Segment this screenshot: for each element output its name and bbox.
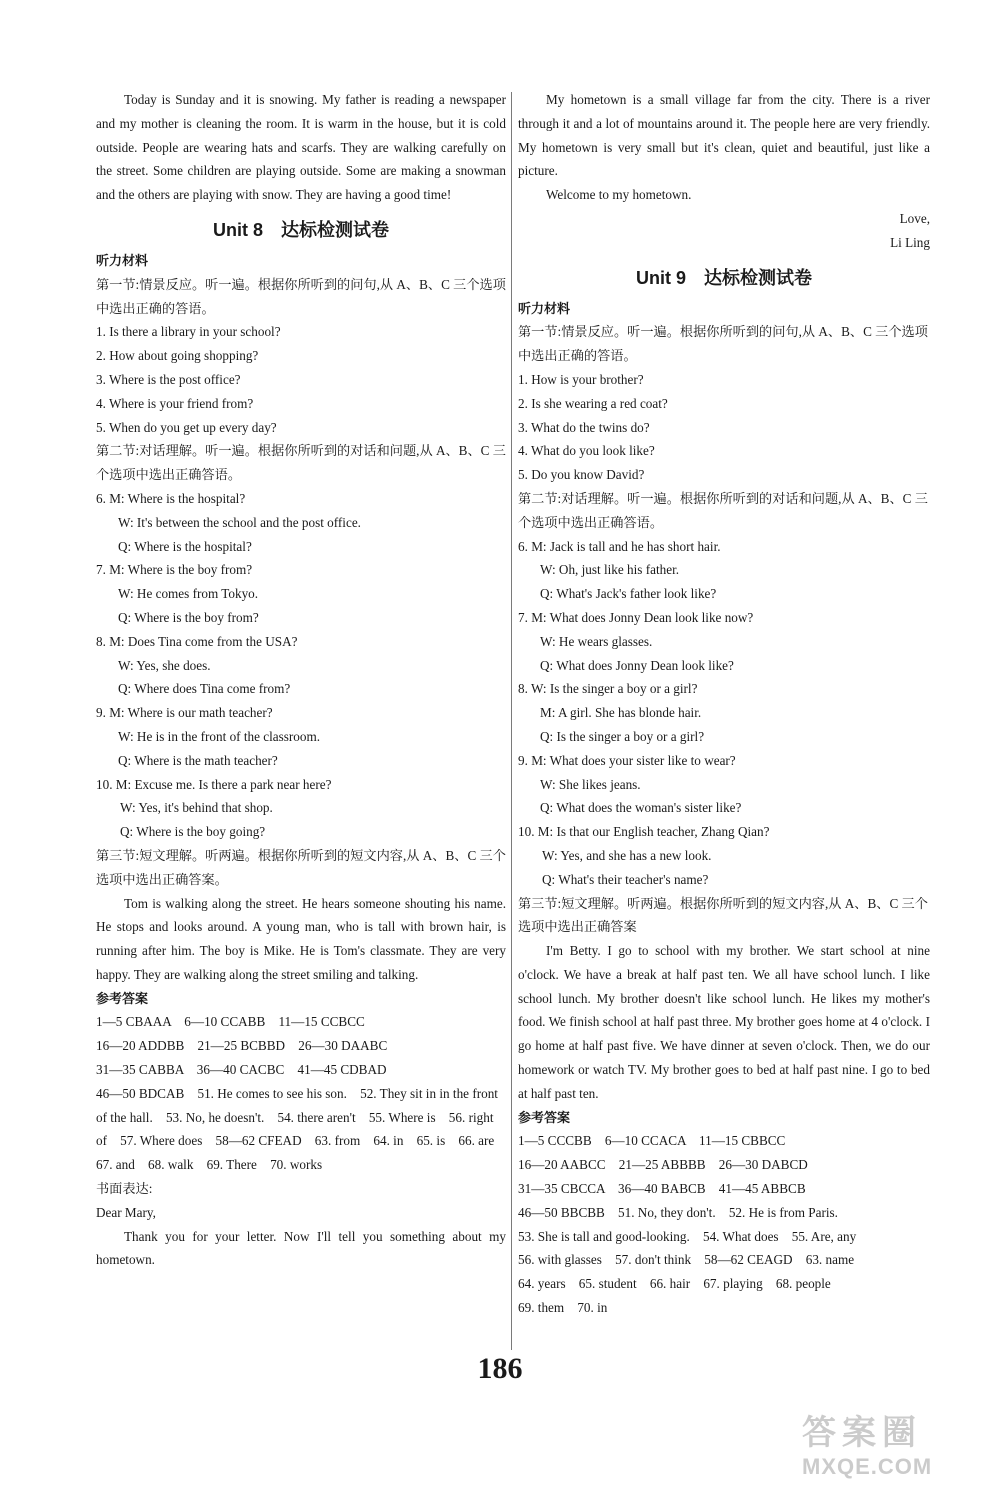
dialog-9-q: Q: Where is the math teacher? (118, 752, 278, 768)
answers-line-3: 31—35 CABBA 36—40 CACBC 41—45 CDBAD (96, 1062, 387, 1078)
dialog-8-m: 8. M: Does Tina come from the USA? (96, 633, 298, 649)
question-5: 5. When do you get up every day? (96, 419, 277, 435)
dialog-8-m: M: A girl. She has blonde hair. (540, 705, 702, 721)
question-5: 5. Do you know David? (518, 467, 645, 483)
question-2: 2. Is she wearing a red coat? (518, 395, 668, 411)
answers-line-2: 16—20 AABCC 21—25 ABBBB 26—30 DABCD (518, 1157, 808, 1173)
question-4: 4. Where is your friend from? (96, 395, 254, 411)
page-number: 186 (477, 1352, 523, 1385)
right-column (518, 88, 930, 1320)
dialog-6-m: 6. M: Jack is tall and he has short hair. (518, 538, 721, 554)
dialog-10-m: 10. M: Excuse me. Is there a park near here? (96, 776, 332, 792)
dialog-9-w: W: He is in the front of the classroom. (118, 728, 321, 744)
section1-instruction: 第一节:情景反应。听一遍。根据你所听到的问句,从 A、B、C 三个选项中选出正确的答语。 (96, 276, 506, 316)
answers-line-5: 53. She is tall and good-looking. 54. What does 55. Are, any (518, 1228, 857, 1244)
watermark-bottom: MXQE.COM (802, 1454, 933, 1479)
listening-passage: Tom is walking along the street. He hears someone shouting his name. He stops and looks around. A young man, who is tall with brown hair, is running after him. The boy is Mike. He is Tom's classmate. They are very happy. They are walking along the street smiling and talking. (96, 895, 506, 982)
dialog-10-m: 10. M: Is that our English teacher, Zhang Qian? (518, 824, 770, 840)
dialog-9-q: Q: What does the woman's sister like? (540, 800, 742, 816)
dialog-6-w: W: It's between the school and the post office. (118, 514, 361, 530)
answers-line-3: 31—35 CBCCA 36—40 BABCB 41—45 ABBCB (518, 1181, 806, 1197)
writing-heading: 书面表达: (96, 1181, 153, 1197)
question-3: 3. Where is the post office? (96, 371, 241, 387)
dialog-10-w: W: Yes, it's behind that shop. (120, 800, 273, 816)
unit9-title: Unit 9 达标检测试卷 (635, 267, 812, 288)
dialog-7-m: 7. M: Where is the boy from? (96, 562, 253, 578)
answers-line-4: 46—50 BBCBB 51. No, they don't. 52. He is from Paris. (518, 1204, 838, 1220)
answers-line-1: 1—5 CBAAA 6—10 CCABB 11—15 CCBCC (96, 1014, 365, 1030)
dialog-9-w: W: She likes jeans. (540, 776, 641, 792)
listening-passage: I'm Betty. I go to school with my brother. We start school at nine o'clock. We have a break at half past ten. We all have school lunch. I like school lunch. My brother doesn't like school lunch. He likes my mother's food. We finish school at half past three. My brother goes home at 4 o'clock. I go home at half past five. We have dinner at seven o'clock. Then, we do our homework or watch TV. My brother goes to bed at half past nine. I go to bed at half past ten. (518, 943, 930, 1101)
question-3: 3. What do the twins do? (518, 419, 650, 435)
letter-continued: My hometown is a small village far from the city. There is a river through it and a lot of mountains around it. The people here are very friendly. My hometown is very small but it's clean, quiet and beautiful, just like a picture. (518, 92, 930, 179)
section2-instruction: 第二节:对话理解。听一遍。根据你所听到的对话和问题,从 A、B、C 三个选项中选出正确答语。 (96, 443, 506, 483)
dialog-9-m: 9. M: What does your sister like to wear? (518, 752, 736, 768)
answers-block: 46—50 BDCAB 51. He comes to see his son. 52. They sit in in the front of the hall. 53. No, he doesn't. 54. there aren't 55. Where is 56. right of 57. Where does 58—62 CFEAD 63. from 64. in 65. is 66. are 67. and 68. walk 69. There 70. works (96, 1085, 508, 1173)
dialog-8-q: Q: Is the singer a boy or a girl? (540, 728, 705, 744)
answers-heading: 参考答案 (518, 1109, 571, 1125)
answers-line-1: 1—5 CCCBB 6—10 CCACA 11—15 CBBCC (518, 1133, 786, 1149)
watermark-logo (802, 1405, 972, 1480)
listening-heading: 听力材料 (96, 252, 149, 268)
question-1: 1. Is there a library in your school? (96, 324, 281, 340)
answers-line-6: 56. with glasses 57. don't think 58—62 CEAGD 63. name (518, 1252, 855, 1268)
dialog-10-q: Q: What's their teacher's name? (542, 871, 709, 887)
dialog-7-w: W: He comes from Tokyo. (118, 586, 259, 602)
letter-greeting: Dear Mary, (96, 1204, 156, 1220)
dialog-9-m: 9. M: Where is our math teacher? (96, 705, 273, 721)
dialog-6-w: W: Oh, just like his father. (540, 562, 680, 578)
dialog-7-w: W: He wears glasses. (540, 633, 653, 649)
dialog-7-q: Q: What does Jonny Dean look like? (540, 657, 734, 673)
letter-closing: Love, (899, 210, 930, 226)
unit8-title: Unit 8 达标检测试卷 (212, 219, 389, 240)
letter-signature: Li Ling (890, 234, 930, 250)
watermark-top: 答案圈 (802, 1414, 922, 1452)
letter-opening: Thank you for your letter. Now I'll tell you something about my hometown. (96, 1228, 506, 1268)
dialog-6-q: Q: Where is the hospital? (118, 538, 252, 554)
dialog-8-w: 8. W: Is the singer a boy or a girl? (518, 681, 698, 697)
question-2: 2. How about going shopping? (96, 348, 259, 364)
listening-heading: 听力材料 (518, 300, 571, 316)
section3-instruction: 第三节:短文理解。听两遍。根据你所听到的短文内容,从 A、B、C 三个选项中选出正确答案 (518, 895, 928, 935)
dialog-8-w: W: Yes, she does. (118, 657, 211, 673)
intro-passage: Today is Sunday and it is snowing. My father is reading a newspaper and my mother is cleaning the room. It is warm in the house, but it is cold outside. People are wearing hats and scarfs. They are walking carefully on the street. Some children are playing outside. Some are making a snowman and the others are playing with snow. They are having a good time! (96, 92, 506, 203)
dialog-6-m: 6. M: Where is the hospital? (96, 490, 246, 506)
dialog-10-w: W: Yes, and she has a new look. (542, 847, 712, 863)
question-4: 4. What do you look like? (518, 443, 655, 459)
dialog-7-q: Q: Where is the boy from? (118, 609, 259, 625)
dialog-6-q: Q: What's Jack's father look like? (540, 586, 717, 602)
question-1: 1. How is your brother? (518, 371, 644, 387)
section1-instruction: 第一节:情景反应。听一遍。根据你所听到的问句,从 A、B、C 三个选项中选出正确的答语。 (518, 324, 928, 364)
section3-instruction: 第三节:短文理解。听两遍。根据你所听到的短文内容,从 A、B、C 三个选项中选出正确答案。 (96, 847, 506, 887)
answers-line-8: 69. them 70. in (518, 1300, 608, 1316)
column-divider (511, 92, 512, 1350)
dialog-7-m: 7. M: What does Jonny Dean look like now? (518, 609, 754, 625)
letter-welcome: Welcome to my hometown. (546, 187, 692, 203)
section2-instruction: 第二节:对话理解。听一遍。根据你所听到的对话和问题,从 A、B、C 三个选项中选出正确答语。 (518, 490, 928, 530)
dialog-8-q: Q: Where does Tina come from? (118, 681, 291, 697)
answers-line-2: 16—20 ADDBB 21—25 BCBBD 26—30 DAABC (96, 1038, 388, 1054)
dialog-10-q: Q: Where is the boy going? (120, 824, 266, 840)
left-column (96, 88, 506, 1272)
answers-heading: 参考答案 (96, 990, 149, 1006)
answers-line-7: 64. years 65. student 66. hair 67. playing 68. people (518, 1276, 831, 1292)
